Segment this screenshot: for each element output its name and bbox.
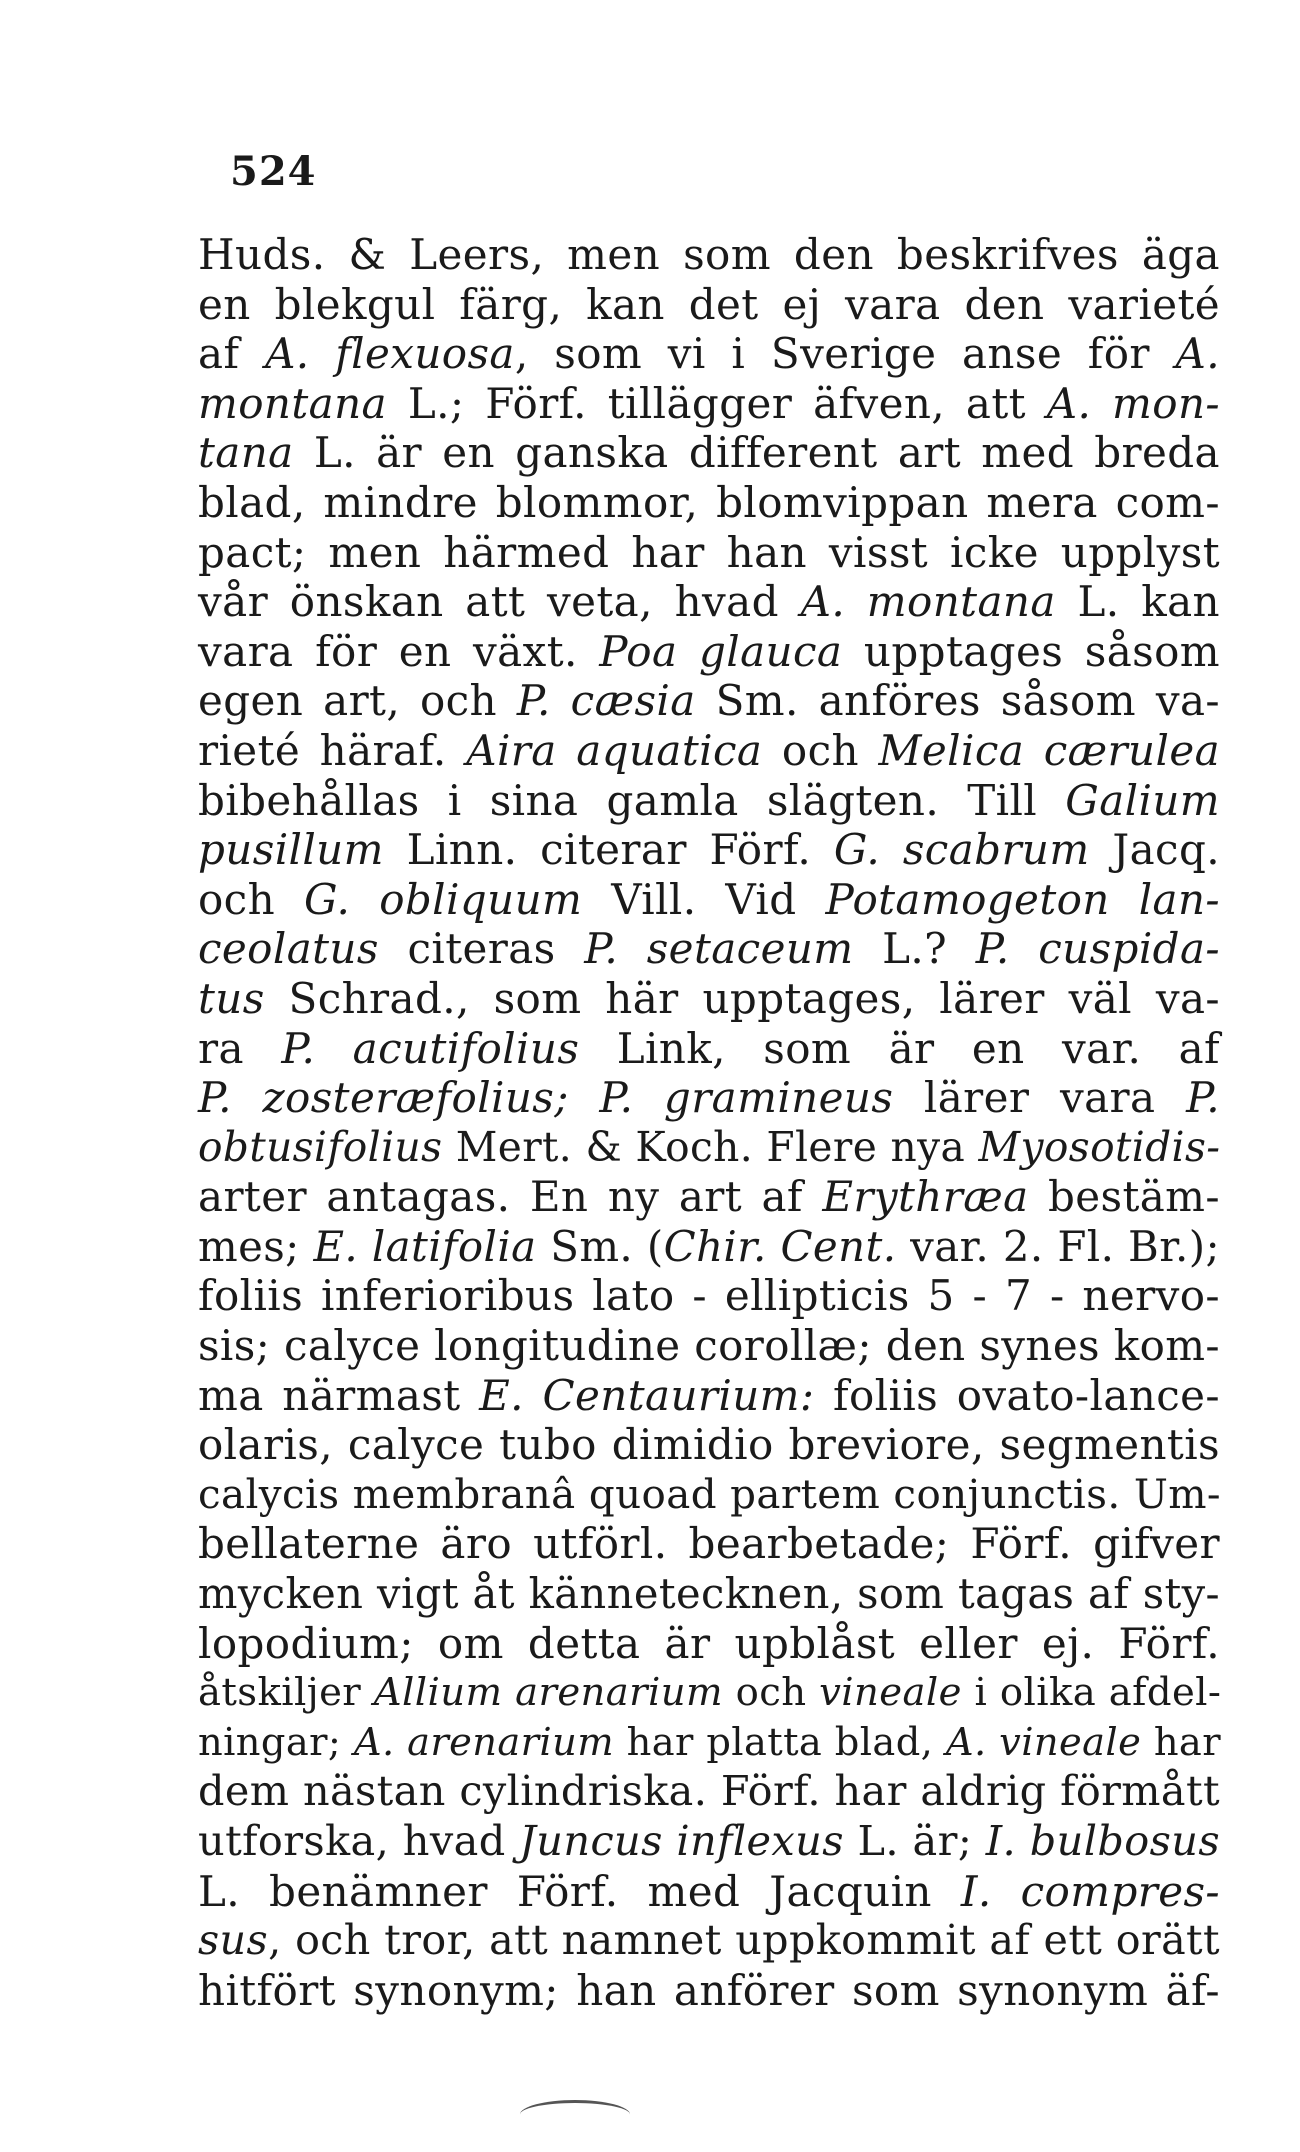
printer-mark	[520, 2100, 630, 2129]
text-run: var. 2. Fl. Br.);	[896, 1221, 1220, 1271]
text-run: har platta blad,	[614, 1719, 946, 1765]
text-line	[198, 1470, 1220, 1520]
text-run: ma närmast	[198, 1370, 480, 1420]
italic-run: I. bulbosus	[985, 1817, 1221, 1865]
italic-run: A. mon-	[1046, 378, 1221, 428]
text-run: Sm. (	[536, 1221, 664, 1271]
text-run: Link, som är en var. af	[579, 1023, 1220, 1073]
text-run: bibehållas i sina gamla slägten. Till	[198, 775, 1066, 825]
text-run: mes;	[198, 1221, 314, 1271]
text-run: lopodium; om detta är upblåst eller ej. Förf.	[198, 1618, 1220, 1668]
text-run: Linn. citerar Förf.	[383, 825, 834, 875]
text-line	[198, 577, 1220, 627]
text-line	[198, 676, 1220, 726]
text-run: , som vi i Sverige anse för	[514, 329, 1176, 379]
text-run: i olika afdel-	[961, 1670, 1222, 1716]
body-text	[198, 230, 1220, 2015]
italic-run: A. vineale	[945, 1719, 1142, 1765]
text-run: vara för en växt.	[198, 626, 600, 676]
text-line	[198, 1718, 1220, 1768]
page-number: 524	[230, 148, 317, 195]
text-run: utforska, hvad	[198, 1817, 520, 1865]
italic-run: Galium	[1065, 775, 1220, 825]
text-line	[198, 924, 1220, 974]
text-run: bestäm-	[1028, 1172, 1220, 1222]
text-line	[198, 776, 1220, 826]
italic-run: vineale	[819, 1670, 962, 1716]
text-run: af	[198, 329, 266, 379]
text-line	[198, 1966, 1220, 2016]
text-line	[198, 1420, 1220, 1470]
italic-run: tus	[198, 973, 265, 1023]
italic-run: ceolatus	[198, 924, 379, 974]
italic-run: montana	[198, 378, 387, 428]
italic-run: E. latifolia	[313, 1221, 537, 1271]
text-run: L. är;	[843, 1817, 986, 1865]
italic-run: A. flexuosa	[265, 329, 515, 379]
text-run: egen art, och	[198, 676, 517, 726]
text-run: hitfört synonym; han anförer som synonym äf-	[198, 1965, 1220, 2015]
text-run: ra	[198, 1023, 282, 1073]
text-line	[198, 1867, 1220, 1917]
text-run: blad, mindre blommor, blomvippan mera com-	[198, 477, 1220, 527]
text-run: L.?	[853, 924, 976, 974]
text-run: åtskiljer	[198, 1670, 374, 1716]
text-run: och	[722, 1670, 820, 1716]
italic-run: obtusifolius	[198, 1122, 443, 1171]
text-run: mycken vigt åt kännetecknen, som tagas af sty-	[198, 1569, 1220, 1619]
italic-run: Poa glauca	[599, 626, 843, 676]
text-line	[198, 974, 1220, 1024]
italic-run: P. cæsia	[516, 676, 696, 726]
text-run: calycis membranâ quoad partem conjunctis. Um-	[198, 1470, 1221, 1518]
text-line	[198, 825, 1220, 875]
italic-run: A. montana	[800, 577, 1056, 627]
text-line	[198, 1271, 1220, 1321]
text-run: foliis inferioribus lato - ellipticis 5 - 7 - nervo-	[198, 1271, 1220, 1321]
text-run: Jacq.	[1089, 825, 1220, 875]
text-line	[198, 280, 1220, 330]
text-run: , och tror, att namnet uppkommit af ett orätt	[268, 1916, 1220, 1965]
text-line	[198, 875, 1220, 925]
text-line	[198, 1371, 1220, 1421]
text-run: Sm. anföres såsom va-	[695, 676, 1220, 726]
italic-run: P.	[1186, 1073, 1220, 1123]
text-line	[198, 1073, 1220, 1123]
text-run: sis; calyce longitudine corollæ; den synes kom-	[198, 1321, 1220, 1371]
text-run: Huds. & Leers, men som den beskrifves äga	[198, 230, 1220, 279]
text-line	[198, 1817, 1220, 1867]
text-run: har	[1141, 1719, 1221, 1765]
text-line	[198, 1222, 1220, 1272]
text-run: foliis ovato-lance-	[814, 1370, 1221, 1420]
italic-run: Allium arenarium	[373, 1670, 723, 1716]
text-run: Vill. Vid	[582, 874, 826, 924]
text-line	[198, 726, 1220, 776]
text-run: L.; Förf. tillägger äfven, att	[386, 378, 1047, 428]
italic-run: E. Centaurium:	[479, 1370, 815, 1420]
text-run: bellaterne äro utförl. bearbetade; Förf. gifver	[198, 1519, 1220, 1569]
italic-run: A.	[1175, 329, 1221, 379]
italic-run: I. compres-	[960, 1866, 1221, 1916]
text-line	[198, 1321, 1220, 1371]
italic-run: Potamogeton lan-	[825, 874, 1221, 924]
italic-run: G. scabrum	[833, 825, 1090, 875]
italic-run: A. arenarium	[353, 1719, 614, 1765]
italic-run: sus	[198, 1916, 269, 1965]
italic-run: pusillum	[198, 825, 384, 875]
text-line	[198, 379, 1220, 429]
text-run: och	[762, 725, 879, 775]
text-run: Schrad., som här upptages, lärer väl va-	[264, 973, 1220, 1023]
text-line	[198, 1569, 1220, 1619]
text-line	[198, 1916, 1220, 1966]
text-run: L. benämner Förf. med Jacquin	[198, 1866, 961, 1916]
text-run: lärer vara	[893, 1073, 1187, 1123]
italic-run: P. setaceum	[584, 924, 854, 974]
italic-run: Melica cærulea	[878, 725, 1221, 775]
text-run: pact; men härmed har han visst icke upplyst	[198, 527, 1220, 577]
italic-run: Chir. Cent.	[663, 1221, 897, 1271]
text-run: rieté häraf.	[198, 725, 467, 775]
text-run: ningar;	[198, 1719, 354, 1765]
text-run: citeras	[378, 924, 585, 974]
text-run: vår önskan att veta, hvad	[198, 577, 801, 627]
text-line	[198, 230, 1220, 280]
text-run: och	[198, 874, 305, 924]
text-line	[198, 1767, 1220, 1817]
text-line	[198, 1123, 1220, 1173]
text-line	[198, 478, 1220, 528]
italic-run: Erythræa	[822, 1172, 1029, 1222]
italic-run: Aira aquatica	[466, 725, 763, 775]
italic-run: Juncus inflexus	[519, 1817, 844, 1865]
text-line	[198, 1024, 1220, 1074]
text-run: arter antagas. En ny art af	[198, 1172, 823, 1222]
italic-run: G. obliquum	[304, 874, 583, 924]
text-line	[198, 428, 1220, 478]
text-run: Mert. & Koch. Flere nya	[442, 1122, 979, 1171]
text-line	[198, 1172, 1220, 1222]
text-run: dem nästan cylindriska. Förf. har aldrig förmått	[198, 1767, 1220, 1816]
text-line	[198, 1519, 1220, 1569]
text-run: L. är en ganska different art med breda	[293, 428, 1220, 478]
text-line	[198, 528, 1220, 578]
italic-run: P. zosteræfolius; P. gramineus	[198, 1073, 894, 1123]
text-line	[198, 329, 1220, 379]
text-line	[198, 627, 1220, 677]
text-run: olaris, calyce tubo dimidio breviore, segmentis	[198, 1420, 1220, 1470]
text-run: L. kan	[1055, 577, 1220, 627]
text-run: upptages såsom	[842, 626, 1220, 676]
text-run: en blekgul färg, kan det ej vara den varieté	[198, 279, 1220, 329]
italic-run: tana	[198, 428, 294, 478]
italic-run: Myosotidis-	[978, 1122, 1221, 1171]
text-line	[198, 1619, 1220, 1669]
italic-run: P. cuspida-	[975, 924, 1220, 974]
italic-run: P. acutifolius	[281, 1023, 580, 1073]
text-line	[198, 1668, 1220, 1718]
